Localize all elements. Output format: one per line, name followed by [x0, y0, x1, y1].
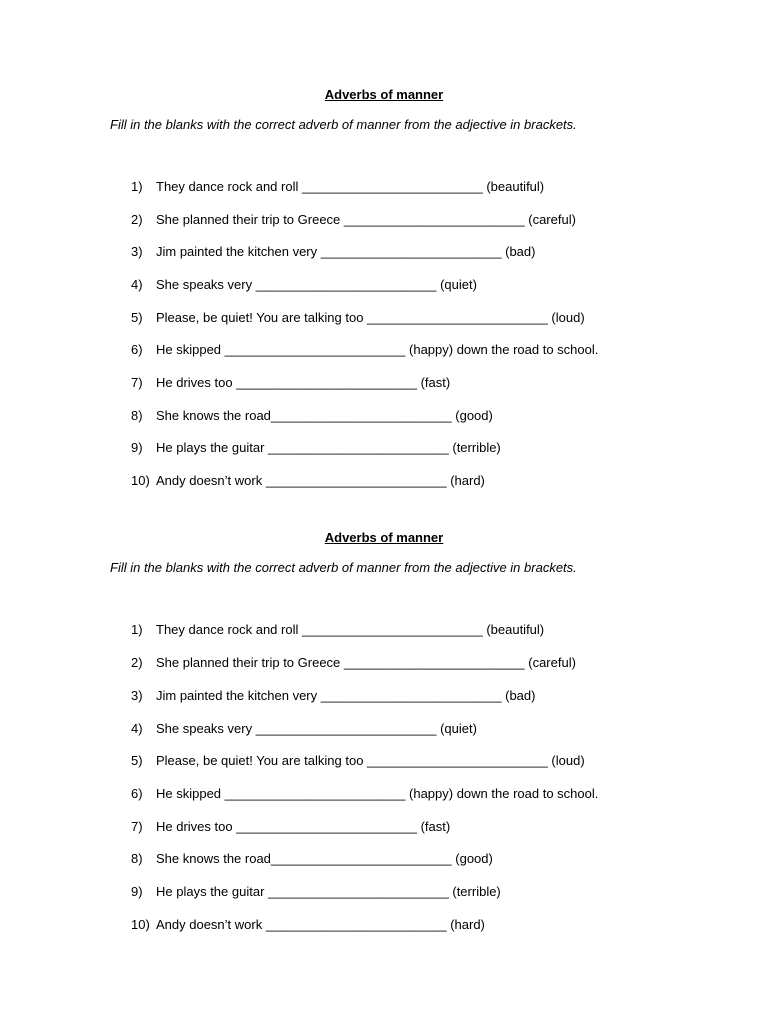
question-item [0, 375, 768, 391]
question-item [0, 277, 768, 293]
question-number: 10) [131, 473, 150, 488]
question-item [0, 884, 768, 900]
question-number: 6) [131, 342, 143, 357]
question-text: He skipped _________________________ (happy) down the road to school. [156, 342, 599, 357]
question-text: Please, be quiet! You are talking too _________________________ (loud) [156, 310, 585, 325]
question-text: Andy doesn’t work _________________________ (hard) [156, 917, 485, 932]
question-number: 9) [131, 884, 143, 899]
question-number: 4) [131, 277, 143, 292]
question-text: Andy doesn’t work _________________________ (hard) [156, 473, 485, 488]
question-number: 4) [131, 721, 143, 736]
question-number: 6) [131, 786, 143, 801]
question-text: They dance rock and roll _________________________ (beautiful) [156, 179, 545, 194]
question-item [0, 212, 768, 228]
question-text: They dance rock and roll _________________________ (beautiful) [156, 622, 545, 637]
question-text: He plays the guitar _________________________ (terrible) [156, 440, 501, 455]
question-item [0, 753, 768, 769]
question-number: 1) [131, 179, 143, 194]
worksheet-title: Adverbs of manner [324, 530, 444, 545]
question-item [0, 342, 768, 358]
question-item [0, 473, 768, 489]
question-number: 2) [131, 655, 143, 670]
question-number: 7) [131, 819, 143, 834]
question-number: 9) [131, 440, 143, 455]
question-text: She knows the road_________________________ (good) [156, 851, 493, 866]
question-number: 8) [131, 408, 143, 423]
question-text: She speaks very _________________________ (quiet) [156, 721, 477, 736]
worksheet-instruction: Fill in the blanks with the correct adverb of manner from the adjective in brackets. [110, 560, 577, 575]
question-text: He drives too _________________________ (fast) [156, 375, 451, 390]
question-number: 3) [131, 244, 143, 259]
question-text: Jim painted the kitchen very _________________________ (bad) [156, 688, 536, 703]
question-number: 7) [131, 375, 143, 390]
question-number: 10) [131, 917, 150, 932]
question-item [0, 721, 768, 737]
question-text: She speaks very _________________________ (quiet) [156, 277, 477, 292]
question-text: She knows the road_________________________ (good) [156, 408, 493, 423]
question-text: She planned their trip to Greece _________________________ (careful) [156, 655, 576, 670]
question-number: 5) [131, 310, 143, 325]
worksheet-instruction: Fill in the blanks with the correct adverb of manner from the adjective in brackets. [110, 117, 577, 132]
question-item [0, 851, 768, 867]
question-text: Please, be quiet! You are talking too _________________________ (loud) [156, 753, 585, 768]
question-item [0, 819, 768, 835]
question-item [0, 440, 768, 456]
question-number: 1) [131, 622, 143, 637]
question-item [0, 179, 768, 195]
worksheet-title: Adverbs of manner [324, 87, 444, 102]
question-number: 8) [131, 851, 143, 866]
question-item [0, 655, 768, 671]
question-text: He skipped _________________________ (happy) down the road to school. [156, 786, 599, 801]
question-text: He plays the guitar _________________________ (terrible) [156, 884, 501, 899]
question-item [0, 408, 768, 424]
question-text: She planned their trip to Greece _________________________ (careful) [156, 212, 576, 227]
question-item [0, 917, 768, 933]
question-item [0, 622, 768, 638]
question-number: 5) [131, 753, 143, 768]
question-item [0, 244, 768, 260]
question-number: 3) [131, 688, 143, 703]
question-text: Jim painted the kitchen very _________________________ (bad) [156, 244, 536, 259]
question-item [0, 786, 768, 802]
question-item [0, 310, 768, 326]
question-item [0, 688, 768, 704]
question-text: He drives too _________________________ (fast) [156, 819, 451, 834]
question-number: 2) [131, 212, 143, 227]
